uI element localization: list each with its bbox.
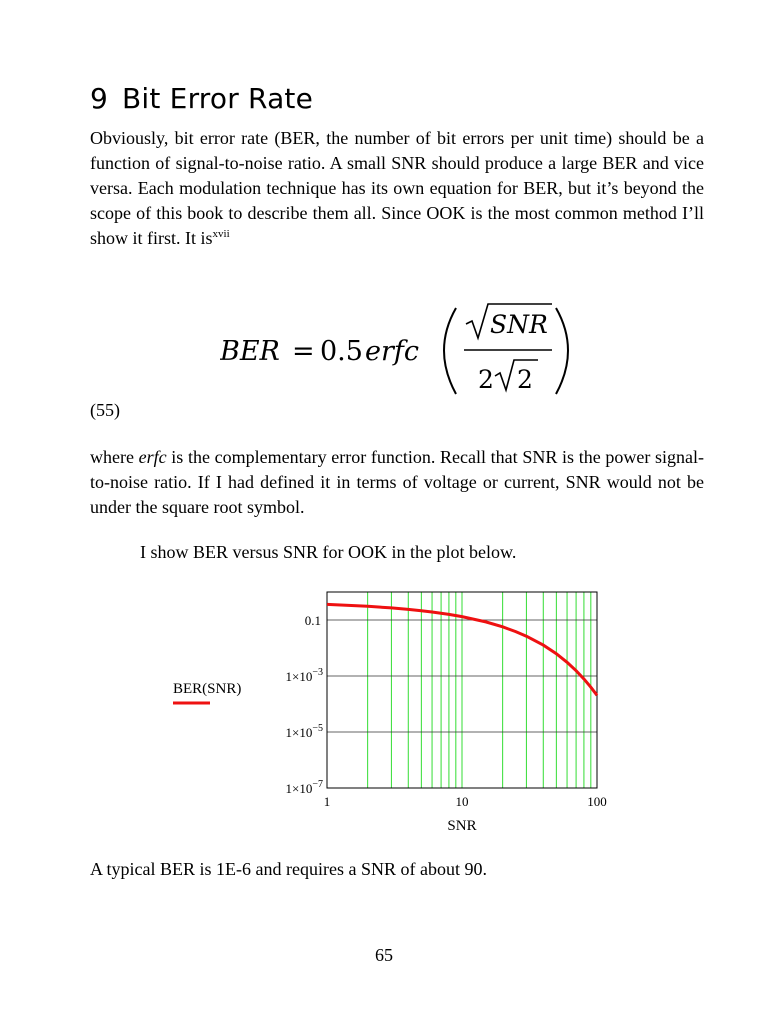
x-tick-labels <box>324 794 607 809</box>
erfc-text-rest: is the complementary error function. Recall that SNR is the power signal-to-noise ratio. If I had defined it in terms of voltage or current, SNR would not be under the square root symbol. <box>90 447 704 517</box>
y-tick-label: $1\times 10^{-3}$ <box>285 667 323 684</box>
y-tick-labels <box>286 613 323 796</box>
ber-equation <box>220 300 580 400</box>
erfc-term: erfc <box>138 447 167 467</box>
erfc-text-start: where <box>90 447 139 467</box>
equation-numerator: SNR <box>490 310 548 339</box>
section-number: 9 <box>90 82 109 115</box>
conclusion-paragraph: A typical BER is 1E-6 and requires a SNR of about 90. <box>90 859 487 879</box>
ber-vs-snr-plot <box>160 580 630 835</box>
y-axis-label: BER(SNR) <box>173 681 242 697</box>
x-tick-label: 1 <box>323 794 331 809</box>
equation-number: (55) <box>90 400 120 420</box>
equation-function: erfc <box>365 336 419 367</box>
left-paren <box>444 308 456 394</box>
equation-coefficient: 0.5 <box>320 336 363 367</box>
denominator-radicand: 2 <box>517 365 533 394</box>
plot-intro-paragraph: I show BER versus SNR for OOK in the plot below. <box>140 542 517 562</box>
right-paren <box>556 308 568 394</box>
plot-grid <box>327 592 597 788</box>
equation-lhs: BER <box>220 336 280 367</box>
section-heading <box>90 82 313 115</box>
footnote-reference: xvii <box>212 228 230 240</box>
x-axis-label: SNR <box>447 818 477 834</box>
y-tick-label: $1\times 10^{-5}$ <box>285 723 323 740</box>
y-tick-label: $1\times 10^{-7}$ <box>285 779 323 796</box>
y-tick-label: 0.1 <box>304 613 321 628</box>
x-tick-label: 100 <box>587 794 607 809</box>
section-title: Bit Error Rate <box>122 82 314 115</box>
erfc-paragraph <box>90 445 704 520</box>
intro-text: Obviously, bit error rate (BER, the number of bit errors per unit time) should be a function of signal-to-noise ratio. A small SNR should produce a large BER and vice versa. Each modulation technique has its own equation for BER, but it’s beyond the scope of this book to describe them all. Since OOK is the most common method I’ll show it first. It is <box>90 128 704 248</box>
intro-paragraph <box>90 126 704 251</box>
equation-equals: = <box>292 336 315 367</box>
page-number: 65 <box>375 945 393 965</box>
x-tick-label: 10 <box>455 794 469 809</box>
denominator-coefficient: 2 <box>478 365 494 394</box>
